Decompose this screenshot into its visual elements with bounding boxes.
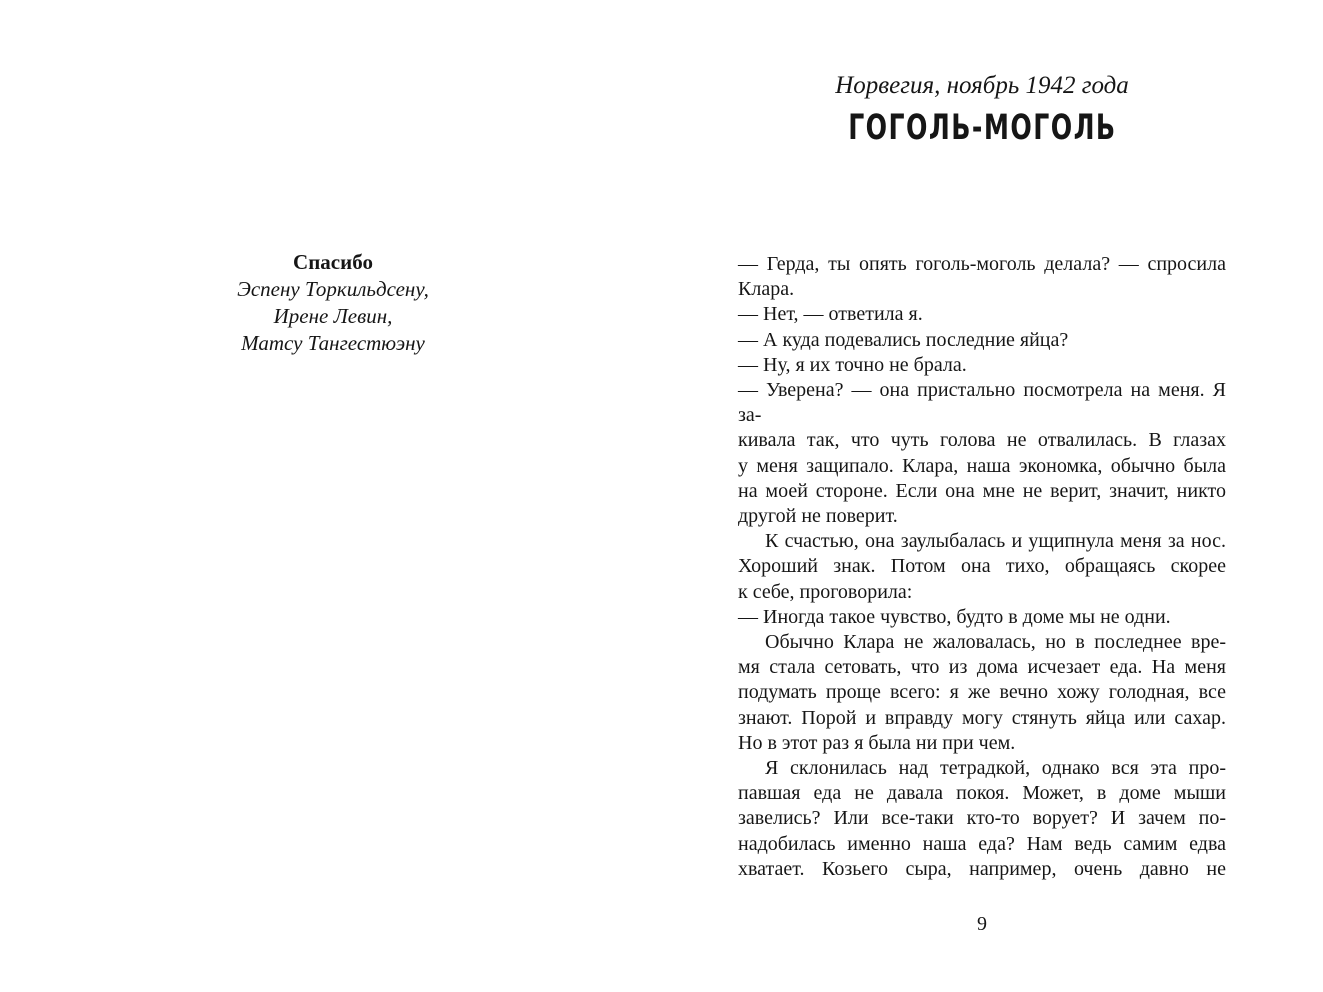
dedication-heading: Спасибо: [293, 250, 373, 274]
body-text-line: у меня защипало. Клара, наша экономка, обычно была: [738, 454, 1226, 477]
body-text-line: — Герда, ты опять гоголь-моголь делала? — спросила: [738, 253, 1226, 275]
body-text-line: завелись? Или все-таки кто-то ворует? И зачем по-: [738, 807, 1226, 830]
body-text-line: — Иногда такое чувство, будто в доме мы не одни.: [738, 605, 1171, 628]
dedication-block: [133, 249, 533, 357]
body-text-line: мя стала сетовать, что из дома исчезает еда. На меня: [738, 656, 1226, 679]
body-text-line: к себе, проговорила:: [738, 580, 913, 603]
page-number: 9: [977, 913, 987, 935]
body-text-line: — А куда подевались последние яйца?: [738, 328, 1069, 351]
body-text-line: павшая еда не давала покоя. Может, в доме мыши: [738, 782, 1226, 805]
body-text: [738, 252, 1226, 882]
body-text-line: надобилась именно наша еда? Нам ведь самим едва: [738, 832, 1226, 855]
dedication-name: Эспену Торкильдсену,: [237, 277, 429, 301]
body-text-line: другой не поверит.: [738, 505, 898, 528]
chapter-title-text: ГОГОЛЬ-МОГОЛЬ: [847, 108, 1117, 148]
body-text-line: — Уверена? — она пристально посмотрела на меня. Я за-: [738, 379, 1226, 427]
chapter-dateline: Норвегия, ноябрь 1942 года: [835, 72, 1129, 99]
body-text-line: Я склонилась над тетрадкой, однако вся эта про-: [765, 757, 1226, 780]
body-text-line: Хороший знак. Потом она тихо, обращаясь скорее: [738, 555, 1226, 578]
dedication-name: Матсу Тангестюэну: [241, 331, 425, 355]
body-text-line: Клара.: [738, 278, 795, 301]
body-text-line: хватает. Козьего сыра, например, очень давно не: [738, 857, 1226, 880]
dedication-name: Ирене Левин,: [273, 304, 393, 328]
body-text-line: К счастью, она заулыбалась и ущипнула меня за нос.: [765, 530, 1226, 553]
body-text-line: знают. Порой и вправду могу стянуть яйца или сахар.: [738, 706, 1226, 729]
body-text-line: на моей стороне. Если она мне не верит, значит, никто: [738, 479, 1226, 502]
body-text-line: подумать проще всего: я же вечно хожу голодная, все: [738, 681, 1226, 704]
body-text-line: Но в этот раз я была ни при чем.: [738, 731, 1016, 754]
body-text-line: кивала так, что чуть голова не отвалилась. В глазах: [738, 429, 1226, 452]
body-text-line: Обычно Клара не жаловалась, но в последнее вре-: [765, 631, 1226, 654]
body-text-line: — Ну, я их точно не брала.: [738, 353, 967, 376]
body-text-line: — Нет, — ответила я.: [738, 303, 923, 326]
chapter-title: [738, 106, 1226, 150]
